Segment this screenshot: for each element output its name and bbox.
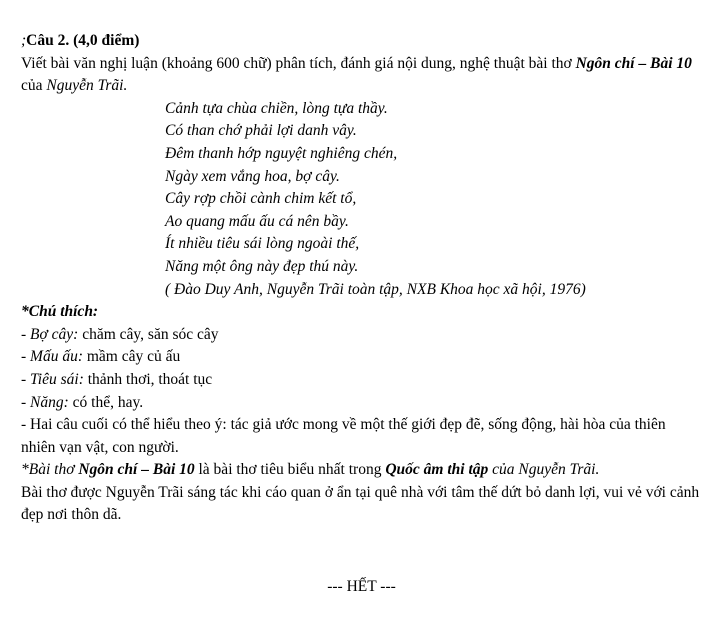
prompt-author: Nguyễn Trãi.	[46, 77, 128, 95]
note-term: Mấu ấu:	[30, 348, 83, 366]
note-item: - Tiêu sái: thảnh thơi, thoát tục	[21, 370, 213, 388]
question-prompt	[21, 53, 701, 98]
poem-line-5: Cây rợp chồi cành chim kết tổ,	[165, 190, 357, 208]
question-heading	[21, 30, 701, 53]
poem-context	[21, 459, 701, 482]
note-def: thảnh thơi, thoát tục	[83, 370, 213, 388]
end-marker: --- HẾT ---	[327, 578, 396, 595]
note-item: - Năng: có thể, hay.	[21, 393, 144, 411]
note-extra: - Hai câu cuối có thể hiểu theo ý: tác giả ước mong về một thế giới đẹp đẽ, sống động, hài hòa của thiên nhiên vạn vật, con người.	[21, 416, 666, 456]
question-title: Câu 2. (4,0 điểm)	[26, 32, 140, 49]
prompt-poem-title: Ngôn chí – Bài 10	[575, 54, 692, 72]
poem-line-6: Ao quang mấu ấu cá nên bầy.	[165, 212, 349, 230]
note-item: - Mấu ấu: mầm cây củ ấu	[21, 348, 181, 366]
poem	[21, 98, 701, 301]
context-poem-title: Ngôn chí – Bài 10	[78, 461, 195, 479]
heading-prefix: ;	[21, 32, 27, 49]
context-text-c: của Nguyễn Trãi.	[488, 461, 600, 479]
poem-line-1: Cảnh tựa chùa chiền, lòng tựa thầy.	[165, 99, 388, 117]
notes-heading: *Chú thích:	[21, 303, 99, 321]
poem-line-2: Có than chớ phải lợi danh vây.	[165, 122, 357, 140]
context-text-a: *Bài thơ	[21, 461, 79, 479]
context-collection: Quốc âm thi tập	[385, 461, 489, 479]
poem-line-8: Năng một ông này đẹp thú này.	[165, 257, 359, 275]
note-def: chăm cây, săn sóc cây	[78, 325, 219, 343]
note-term: Tiêu sái:	[30, 370, 84, 388]
note-def: mầm cây củ ấu	[83, 348, 181, 366]
poem-line-7: Ít nhiều tiêu sái lòng ngoài thế,	[165, 235, 360, 253]
prompt-text-b: của	[21, 77, 47, 95]
note-term: Năng:	[30, 393, 69, 411]
prompt-text-a: Viết bài văn nghị luận (khoảng 600 chữ) phân tích, đánh giá nội dung, nghệ thuật bài thơ	[21, 54, 576, 72]
note-def: có thể, hay.	[68, 393, 144, 411]
poem-source: ( Đào Duy Anh, Nguyễn Trãi toàn tập, NXB Khoa học xã hội, 1976)	[165, 280, 586, 298]
note-item: - Bợ cây: chăm cây, săn sóc cây	[21, 325, 219, 343]
note-term: Bợ cây:	[30, 325, 79, 343]
context-text-b: là bài thơ tiêu biểu nhất trong	[194, 461, 386, 479]
document-page	[21, 30, 701, 527]
poem-context-detail: Bài thơ được Nguyễn Trãi sáng tác khi cáo quan ở ẩn tại quê nhà với tâm thế dứt bỏ danh lợi, vui vẻ với cảnh đẹp nơi thôn dã.	[21, 483, 700, 524]
poem-line-4: Ngày xem vắng hoa, bợ cây.	[165, 167, 340, 185]
poem-line-3: Đêm thanh hớp nguyệt nghiêng chén,	[165, 144, 398, 162]
